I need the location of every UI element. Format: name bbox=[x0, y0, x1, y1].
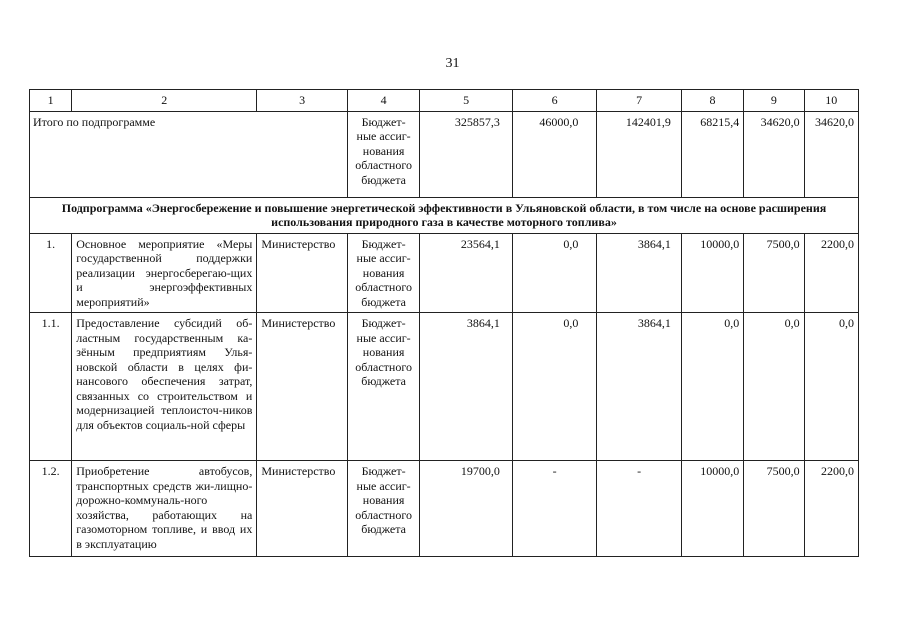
funding-source: Бюджет-ные ассиг-нования областного бюджета bbox=[347, 313, 419, 461]
value-cell: 0,0 bbox=[512, 313, 597, 461]
row-number: 1.2. bbox=[30, 461, 72, 557]
table-row bbox=[30, 233, 859, 313]
table-row bbox=[30, 461, 859, 557]
value-cell: 325857,3 bbox=[420, 111, 513, 197]
row-name: Основное мероприятие «Меры государственной поддержки реализации энергосберегаю-щих и энергоэффективных мероприятий» bbox=[72, 233, 257, 313]
header-cell: 2 bbox=[72, 90, 257, 112]
value-cell: 3864,1 bbox=[597, 233, 682, 313]
row-name: Предоставление субсидий об-ластным государственным ка-зённым предприятиям Улья-новской области в целях фи-нансового обеспечения затрат, связанных со строительством и модернизацией теплоисточ-ников для объектов социаль-ной сферы bbox=[72, 313, 257, 461]
value-cell: 0,0 bbox=[512, 233, 597, 313]
value-cell: 0,0 bbox=[744, 313, 804, 461]
section-title: Подпрограмма «Энергосбережение и повышение энергетической эффективности в Ульяновской области, в том числе на основе расширения использования природного газа в качестве моторного топлива» bbox=[30, 197, 859, 233]
funding-source: Бюджет-ные ассиг-нования областного бюджета bbox=[347, 233, 419, 313]
value-cell: 10000,0 bbox=[681, 461, 743, 557]
value-cell: - bbox=[597, 461, 682, 557]
value-cell: 19700,0 bbox=[420, 461, 513, 557]
total-row bbox=[30, 111, 859, 197]
funding-source: Бюджет-ные ассиг-нования областного бюджета bbox=[347, 461, 419, 557]
row-executor: Министерство bbox=[257, 461, 348, 557]
header-cell: 9 bbox=[744, 90, 804, 112]
value-cell: 68215,4 bbox=[681, 111, 743, 197]
header-cell: 3 bbox=[257, 90, 348, 112]
value-cell: - bbox=[512, 461, 597, 557]
funding-source: Бюджет-ные ассиг-нования областного бюджета bbox=[347, 111, 419, 197]
value-cell: 7500,0 bbox=[744, 233, 804, 313]
header-row bbox=[30, 90, 859, 112]
header-cell: 8 bbox=[681, 90, 743, 112]
value-cell: 2200,0 bbox=[804, 233, 858, 313]
page-number: 31 bbox=[445, 56, 460, 71]
value-cell: 142401,9 bbox=[597, 111, 682, 197]
value-cell: 34620,0 bbox=[804, 111, 858, 197]
budget-table bbox=[29, 89, 859, 557]
row-name: Приобретение автобусов, транспортных средств жи-лищно-дорожно-коммуналь-ного хозяйства, работающих на газомоторном топливе, и ввод их в эксплуатацию bbox=[72, 461, 257, 557]
value-cell: 23564,1 bbox=[420, 233, 513, 313]
header-cell: 7 bbox=[597, 90, 682, 112]
row-number: 1. bbox=[30, 233, 72, 313]
row-number: 1.1. bbox=[30, 313, 72, 461]
value-cell: 10000,0 bbox=[681, 233, 743, 313]
value-cell: 46000,0 bbox=[512, 111, 597, 197]
row-executor: Министерство bbox=[257, 313, 348, 461]
value-cell: 2200,0 bbox=[804, 461, 858, 557]
value-cell: 7500,0 bbox=[744, 461, 804, 557]
value-cell: 0,0 bbox=[804, 313, 858, 461]
row-executor: Министерство bbox=[257, 233, 348, 313]
section-row bbox=[30, 197, 859, 233]
header-cell: 1 bbox=[30, 90, 72, 112]
value-cell: 3864,1 bbox=[420, 313, 513, 461]
header-cell: 10 bbox=[804, 90, 858, 112]
header-cell: 6 bbox=[512, 90, 597, 112]
value-cell: 34620,0 bbox=[744, 111, 804, 197]
value-cell: 3864,1 bbox=[597, 313, 682, 461]
header-cell: 5 bbox=[420, 90, 513, 112]
value-cell: 0,0 bbox=[681, 313, 743, 461]
total-label: Итого по подпрограмме bbox=[30, 111, 348, 197]
table-row bbox=[30, 313, 859, 461]
header-cell: 4 bbox=[347, 90, 419, 112]
